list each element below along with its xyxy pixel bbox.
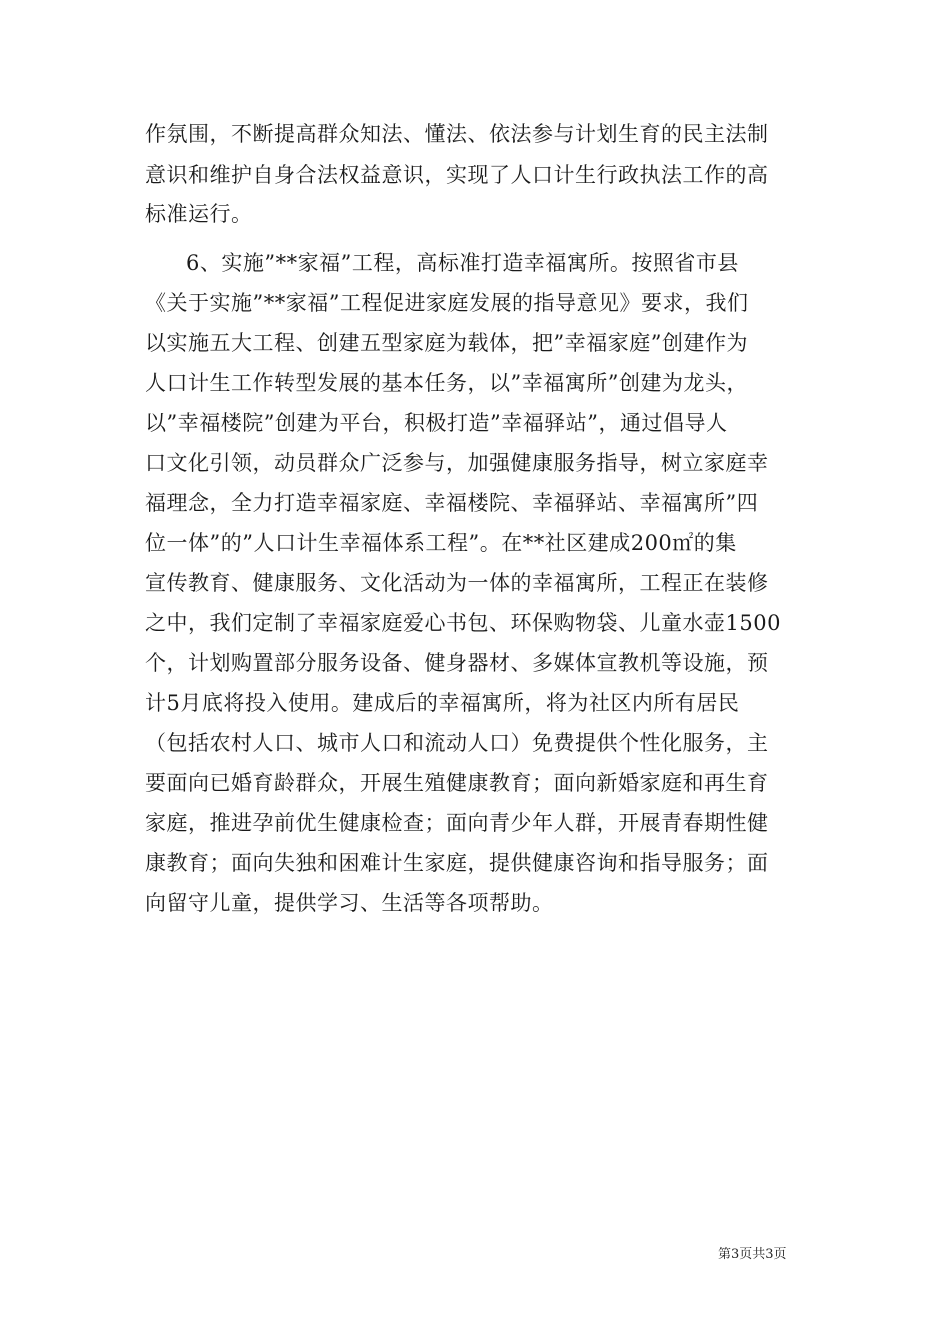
- body-text-line: 以实施五大工程、创建五型家庭为载体，把”幸福家庭”创建作为: [145, 331, 748, 355]
- body-text-line: 要面向已婚育龄群众，开展生殖健康教育；面向新婚家庭和再生育: [145, 771, 769, 795]
- body-text-line: 作氛围，不断提高群众知法、懂法、依法参与计划生育的民主法制: [145, 122, 769, 146]
- body-text-line: 人口计生工作转型发展的基本任务，以”幸福寓所”创建为龙头，: [145, 371, 748, 395]
- paragraph-heading-line: 6、实施”**家福”工程，高标准打造幸福寓所。按照省市县: [186, 251, 739, 275]
- body-text-line: 《关于实施”**家福”工程促进家庭发展的指导意见》要求，我们: [145, 291, 749, 315]
- body-text-line: 向留守儿童，提供学习、生活等各项帮助。: [145, 891, 554, 915]
- page-number-footer: 第3页共3页: [718, 1247, 787, 1262]
- body-text-line: 口文化引领，动员群众广泛参与，加强健康服务指导，树立家庭幸: [145, 451, 769, 475]
- body-text-line: 宣传教育、健康服务、文化活动为一体的幸福寓所，工程正在装修: [145, 571, 769, 595]
- body-text-line: 之中，我们定制了幸福家庭爱心书包、环保购物袋、儿童水壶1500: [145, 611, 781, 635]
- body-text-line: 福理念，全力打造幸福家庭、幸福楼院、幸福驿站、幸福寓所”四: [145, 491, 759, 515]
- body-text-line: 个，计划购置部分服务设备、健身器材、多媒体宣教机等设施，预: [145, 651, 769, 675]
- body-text-line: （包括农村人口、城市人口和流动人口）免费提供个性化服务，主: [145, 731, 769, 755]
- body-text-line: 位一体”的”人口计生幸福体系工程”。在**社区建成200㎡的集: [145, 531, 737, 555]
- body-text-line: 康教育；面向失独和困难计生家庭，提供健康咨询和指导服务；面: [145, 851, 769, 875]
- body-text-line: 家庭，推进孕前优生健康检查；面向青少年人群，开展青春期性健: [145, 811, 769, 835]
- body-text-line: 标准运行。: [145, 202, 253, 226]
- body-text-line: 意识和维护自身合法权益意识，实现了人口计生行政执法工作的高: [145, 163, 769, 187]
- body-text-line: 以”幸福楼院”创建为平台，积极打造”幸福驿站”，通过倡导人: [145, 411, 728, 435]
- body-text-line: 计5月底将投入使用。建成后的幸福寓所，将为社区内所有居民: [145, 691, 740, 715]
